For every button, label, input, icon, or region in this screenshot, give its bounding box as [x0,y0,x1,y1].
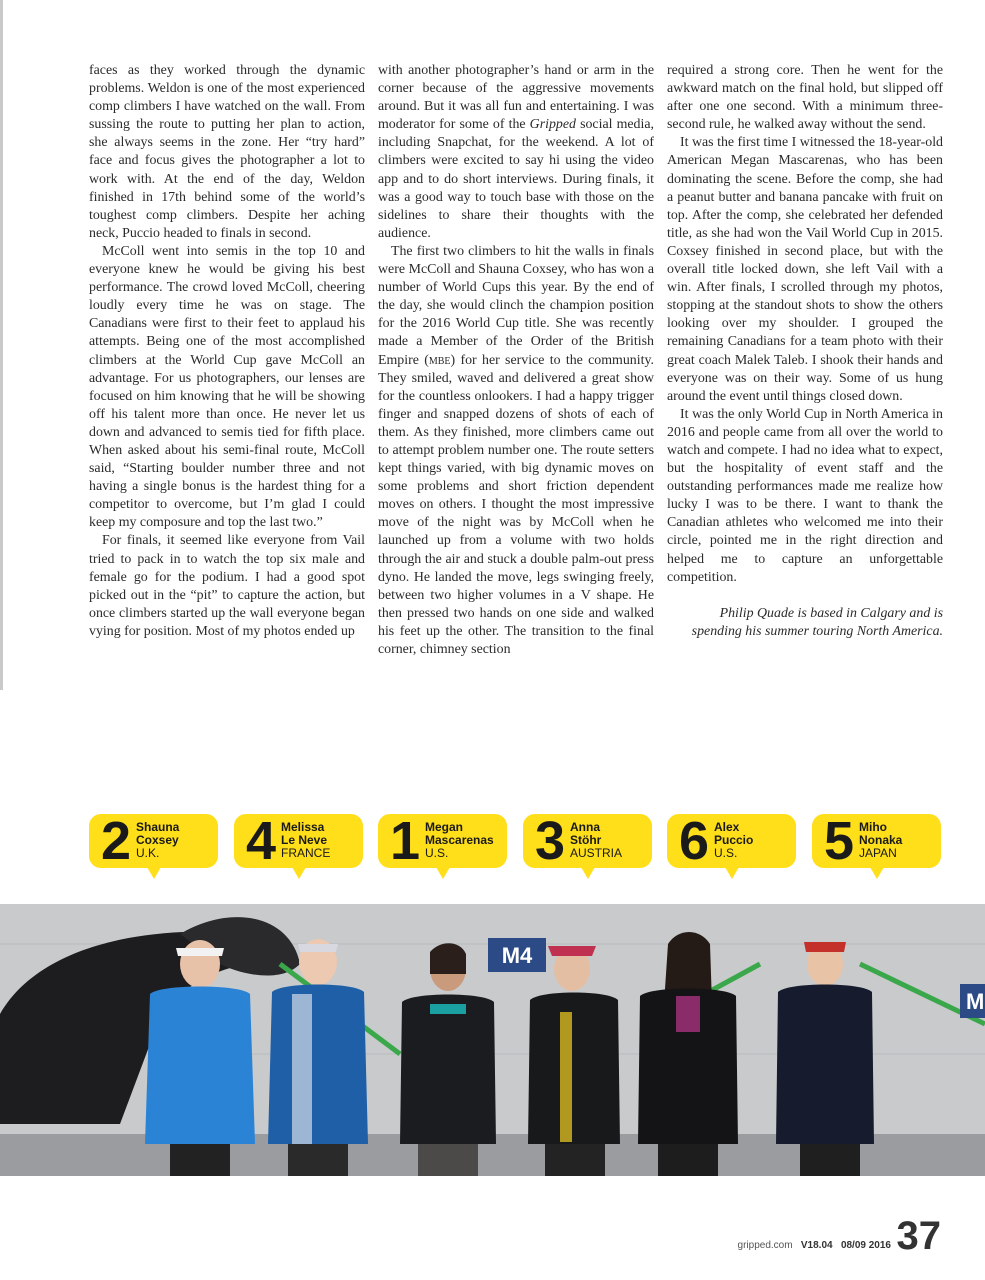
athlete-last-name: Mascarenas [425,833,494,847]
text-run: with another photographer’s hand or arm in the corner because of the aggressive movements around. But it was all fun and entertaining. I was moderator for some of the [378,63,654,133]
footer-volume: V18.04 [800,1240,833,1251]
ranking-badge [89,811,218,871]
ranking-badge [523,811,652,871]
athlete-info [714,821,753,860]
article-column-3 [667,62,943,641]
author-credit [667,605,943,641]
rank-number: 1 [390,811,419,871]
athlete-country: FRANCE [281,846,331,860]
small-caps-abbr: mbe [428,352,451,368]
rank-number: 2 [101,811,130,871]
ranking-badge [667,811,796,871]
ranking-badge [234,811,363,871]
athlete-info [281,821,330,860]
photo-illustration [0,904,985,1176]
paragraph [378,243,654,659]
athlete-first-name: Megan [425,820,464,834]
ranking-badge [812,811,941,871]
podium-rankings [89,811,941,884]
footer-date: 08/09 2016 [840,1240,891,1251]
athlete-last-name: Coxsey [136,833,179,847]
paragraph [378,62,654,243]
text-run: social media, including Snapchat, for the weekend. A lot of climbers were excited to say hi using the video app and to do short interviews. During finals, it was a good way to touch base with those on the sidelines to share their thoughts with the audience. [378,117,654,241]
athlete-first-name: Shauna [136,820,180,834]
footer-site: gripped.com [737,1240,793,1251]
paragraph: McColl went into semis in the top 10 and everyone knew he would be giving his best performance. The crowd loved McColl, cheering loudly every time he was on stage. The Canadians were first to their feet to applaud his attempts. Being one of the most accomplished climbers at the World Cup gave McColl an advantage. For us photographers, our lenses are focused on him knowing that he will be showing off his talent more than once. He never let us down and advanced to semis tied for fifth place. When asked about his semi-final route, McColl said, “Starting boulder number three and not having a single bonus is the hardest thing for a competitor to overcome, but I’m glad I could keep my composure and top the last two.” [89,243,365,531]
athlete-first-name: Anna [570,820,600,834]
wall-sign-label: M [966,989,985,1014]
athlete-country: JAPAN [859,846,897,860]
rank-number: 6 [679,811,708,871]
footer-meta [738,1240,891,1251]
page-edge-bar [0,0,3,690]
paragraph: It was the only World Cup in North America in 2016 and people came from all over the world to watch and compete. I had no idea what to expect, but the hospitality of event staff and the outstanding performances made me realize how lucky I was to be there. I want to thank the Canadian athletes who welcomed me into their circle, pointed me in the right direction and helped me to capture an unforgettable competition. [667,406,943,585]
paragraph: For finals, it seemed like everyone from Vail tried to pack in to watch the top six male and female go for the podium. I had a good spot picked out in the “pit” to capture the action, but once climbers started up the wall everyone began vying for position. Most of my photos ended up [89,533,365,639]
ranking-badge [378,811,507,871]
athlete-country: U.S. [714,846,738,860]
article-column-1 [89,62,365,641]
athlete-last-name: Puccio [714,833,754,847]
athlete-first-name: Melissa [281,820,325,834]
athlete-first-name: Alex [714,820,740,834]
credit-line: spending his summer touring North America. [691,623,943,639]
athlete-info [570,821,622,860]
page-number: 37 [896,1214,941,1258]
athlete-last-name: Le Neve [281,833,328,847]
paragraph: faces as they worked through the dynamic problems. Weldon is one of the most experienced comp climbers I have watched on the wall. From sussing the route to putting her plan to action, she always seems in the zone. Her “try hard” face and focus gives the photographer a lot to work with. At the end of the day, Weldon finished in 17th behind some of the world’s toughest comp climbers. Despite her aching neck, Puccio headed to finals in second. [89,63,365,241]
paragraph: required a strong core. Then he went for the awkward match on the final hold, but slipped off after one one second. With a minimum three-second rule, he walked away without the send. [667,63,943,133]
credit-line: Philip Quade is based in Calgary and is [719,605,943,621]
article-column-2 [378,62,654,659]
text-run: ) for her service to the community. They smiled, waved and delivered a great show for the countless onlookers. I had a happy trigger finger and snapped dozens of shots of each of them. As they finished, more climbers came out to attempt problem number one. The route setters kept things varied, with big dynamic moves on some problems and short friction dependent moves on others. I thought the most impressive move of the night was by McColl when he launched up from a volume with two holds through the air and stuck a double palm-out press dyno. He landed the move, legs swinging freely, between two higher volumes in a V shape. He then pressed two hands on one side and walked his feet up the other. The transition to the final corner, chimney section [378,352,654,657]
wall-sign-label: M4 [501,943,533,968]
text-run: The first two climbers to hit the walls in finals were McColl and Shauna Coxsey, who has won a number of World Cups this year. By the end of the day, she would clinch the champion position for the 2016 World Cup title. She was recently made a Member of the Order of the British Empire ( [378,243,654,368]
rank-number: 5 [824,811,853,871]
athlete-country: U.K. [136,846,160,860]
rank-number: 3 [535,811,564,871]
athlete-last-name: Nonaka [859,833,903,847]
athlete-first-name: Miho [859,820,887,834]
podium-photo [0,904,985,1176]
athlete-info [136,821,179,860]
paragraph: It was the first time I witnessed the 18-year-old American Megan Mascarenas, who has been dominating the scene. Before the comp, she had a peanut butter and banana pancake with fruit on top. After the comp, she celebrated her defended title, as she had won the Vail World Cup in 2015. Coxsey finished in second place, but with the overall title locked down, she left Vail with a win. After finals, I scrolled through my photos, stopping at the standout shots to show the others looking over my shoulder. I grouped the remaining Canadians for a team photo with their great coach Malek Taleb. I shook their hands and everyone was on their way. Some of us hung around the event until things closed down. [667,135,943,404]
athlete-last-name: Stöhr [570,833,602,847]
athlete-country: AUSTRIA [570,846,623,860]
publication-name: Gripped [529,117,576,133]
athlete-info [425,821,494,860]
athlete-country: U.S. [425,846,449,860]
athlete-info [859,821,902,860]
rank-number: 4 [246,811,275,871]
